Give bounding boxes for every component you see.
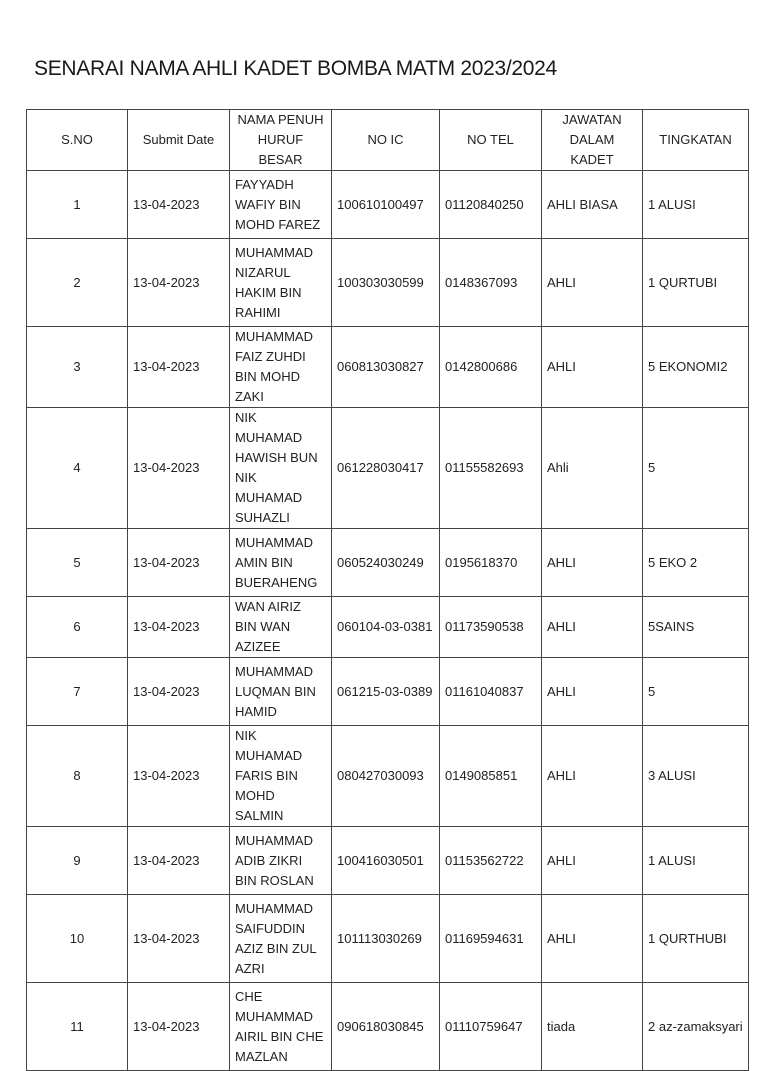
cell-position: AHLI BIASA: [542, 171, 643, 239]
cell-full-name: MUHAMMAD SAIFUDDIN AZIZ BIN ZUL AZRI: [230, 895, 332, 983]
cell-full-name: NIK MUHAMAD HAWISH BUN NIK MUHAMAD SUHAZLI: [230, 408, 332, 529]
cell-submit-date: 13-04-2023: [128, 658, 230, 726]
cell-ic: 100303030599: [332, 239, 440, 327]
cell-tel: 01110759647: [440, 983, 542, 1071]
cell-sno: 11: [27, 983, 128, 1071]
table-row: [27, 726, 749, 827]
cell-ic: 080427030093: [332, 726, 440, 827]
cell-ic: 100416030501: [332, 827, 440, 895]
cell-position: Ahli: [542, 408, 643, 529]
cell-tel: 0195618370: [440, 529, 542, 597]
cell-form: 1 QURTHUBI: [643, 895, 749, 983]
cell-ic: 060813030827: [332, 327, 440, 408]
cell-form: 5 EKONOMI2: [643, 327, 749, 408]
cell-tel: 0149085851: [440, 726, 542, 827]
cell-form: 5SAINS: [643, 597, 749, 658]
cell-full-name: MUHAMMAD ADIB ZIKRI BIN ROSLAN: [230, 827, 332, 895]
cell-sno: 6: [27, 597, 128, 658]
cell-submit-date: 13-04-2023: [128, 529, 230, 597]
cell-sno: 3: [27, 327, 128, 408]
header-ic: NO IC: [332, 110, 440, 171]
table-row: [27, 408, 749, 529]
cell-submit-date: 13-04-2023: [128, 171, 230, 239]
cell-position: AHLI: [542, 827, 643, 895]
page-title: SENARAI NAMA AHLI KADET BOMBA MATM 2023/2024: [34, 57, 557, 80]
cell-ic: 101113030269: [332, 895, 440, 983]
table-header-row: [27, 110, 749, 171]
cell-tel: 0148367093: [440, 239, 542, 327]
header-position: JAWATAN DALAM KADET: [542, 110, 643, 171]
cell-tel: 01120840250: [440, 171, 542, 239]
header-tel: NO TEL: [440, 110, 542, 171]
cell-form: 3 ALUSI: [643, 726, 749, 827]
cell-position: AHLI: [542, 529, 643, 597]
cell-sno: 10: [27, 895, 128, 983]
cell-full-name: NIK MUHAMAD FARIS BIN MOHD SALMIN: [230, 726, 332, 827]
header-full-name: NAMA PENUH HURUF BESAR: [230, 110, 332, 171]
table-row: [27, 171, 749, 239]
header-submit-date: Submit Date: [128, 110, 230, 171]
table-row: [27, 983, 749, 1071]
cell-form: 1 QURTUBI: [643, 239, 749, 327]
cell-position: AHLI: [542, 658, 643, 726]
member-table: [26, 109, 749, 1071]
cell-full-name: WAN AIRIZ BIN WAN AZIZEE: [230, 597, 332, 658]
cell-ic: 060104-03-0381: [332, 597, 440, 658]
cell-sno: 5: [27, 529, 128, 597]
table-row: [27, 529, 749, 597]
table-row: [27, 327, 749, 408]
cell-ic: 061228030417: [332, 408, 440, 529]
cell-ic: 061215-03-0389: [332, 658, 440, 726]
cell-sno: 9: [27, 827, 128, 895]
cell-full-name: CHE MUHAMMAD AIRIL BIN CHE MAZLAN: [230, 983, 332, 1071]
cell-position: AHLI: [542, 239, 643, 327]
cell-tel: 0142800686: [440, 327, 542, 408]
table-row: [27, 895, 749, 983]
cell-position: tiada: [542, 983, 643, 1071]
cell-submit-date: 13-04-2023: [128, 827, 230, 895]
cell-form: 5: [643, 658, 749, 726]
table-row: [27, 827, 749, 895]
header-form: TINGKATAN: [643, 110, 749, 171]
cell-tel: 01173590538: [440, 597, 542, 658]
cell-full-name: MUHAMMAD NIZARUL HAKIM BIN RAHIMI: [230, 239, 332, 327]
cell-sno: 1: [27, 171, 128, 239]
cell-tel: 01153562722: [440, 827, 542, 895]
table-body: [27, 171, 749, 1071]
cell-sno: 7: [27, 658, 128, 726]
cell-position: AHLI: [542, 597, 643, 658]
cell-submit-date: 13-04-2023: [128, 895, 230, 983]
cell-position: AHLI: [542, 726, 643, 827]
table-row: [27, 239, 749, 327]
cell-submit-date: 13-04-2023: [128, 327, 230, 408]
cell-full-name: MUHAMMAD AMIN BIN BUERAHENG: [230, 529, 332, 597]
cell-tel: 01155582693: [440, 408, 542, 529]
table-row: [27, 597, 749, 658]
cell-form: 1 ALUSI: [643, 171, 749, 239]
cell-form: 5: [643, 408, 749, 529]
cell-submit-date: 13-04-2023: [128, 983, 230, 1071]
cell-full-name: MUHAMMAD FAIZ ZUHDI BIN MOHD ZAKI: [230, 327, 332, 408]
header-sno: S.NO: [27, 110, 128, 171]
cell-sno: 8: [27, 726, 128, 827]
cell-form: 5 EKO 2: [643, 529, 749, 597]
cell-tel: 01169594631: [440, 895, 542, 983]
cell-form: 2 az-zamaksyari: [643, 983, 749, 1071]
cell-submit-date: 13-04-2023: [128, 408, 230, 529]
cell-ic: 090618030845: [332, 983, 440, 1071]
cell-submit-date: 13-04-2023: [128, 239, 230, 327]
cell-full-name: FAYYADH WAFIY BIN MOHD FAREZ: [230, 171, 332, 239]
cell-sno: 2: [27, 239, 128, 327]
cell-position: AHLI: [542, 895, 643, 983]
cell-ic: 060524030249: [332, 529, 440, 597]
cell-tel: 01161040837: [440, 658, 542, 726]
cell-submit-date: 13-04-2023: [128, 726, 230, 827]
cell-full-name: MUHAMMAD LUQMAN BIN HAMID: [230, 658, 332, 726]
cell-position: AHLI: [542, 327, 643, 408]
cell-submit-date: 13-04-2023: [128, 597, 230, 658]
table-row: [27, 658, 749, 726]
cell-ic: 100610100497: [332, 171, 440, 239]
cell-form: 1 ALUSI: [643, 827, 749, 895]
cell-sno: 4: [27, 408, 128, 529]
